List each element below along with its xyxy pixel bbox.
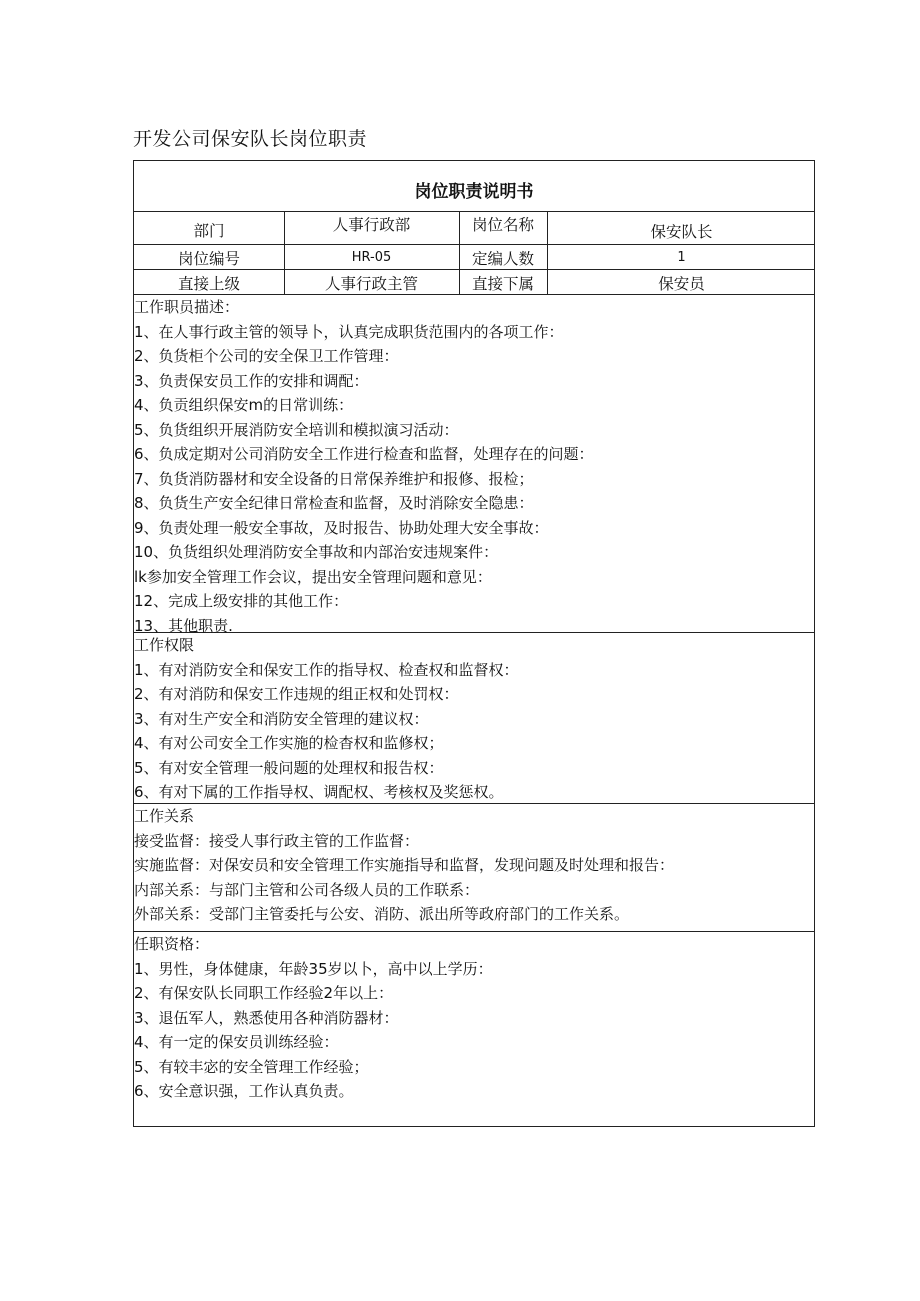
row-divider — [134, 244, 814, 245]
label-headcount: 定编人数 — [471, 250, 534, 268]
list-item: 接受监督：接受人事行政主管的工作监督： — [134, 831, 420, 850]
list-item: 2、负货柜个公司的安全保卫工作管理： — [134, 347, 399, 365]
label-position-name: 岗位名称 — [471, 216, 534, 234]
list-item: 2、有对消防和保安工作违规的组正权和处罚权： — [134, 685, 459, 703]
label-direct-superior: 直接上级 — [177, 275, 240, 293]
value-department: 人事行政部 — [332, 216, 411, 234]
list-item: 3、负责保安员工作的安排和调配： — [134, 371, 369, 390]
list-item: 4、有对公司安全工作实施的检杳权和监修权； — [134, 734, 444, 752]
list-item: 2、有保安队长同职工作经验2年以上： — [134, 984, 394, 1002]
list-item: 8、负货生产安全纪律日常检查和监督，及时消除安全隐患： — [134, 494, 534, 512]
relations-section — [134, 804, 674, 927]
section-title: 工作职员描述： — [134, 298, 240, 316]
list-item: 13、其他职责. — [134, 616, 233, 635]
qualifications-section — [134, 932, 493, 1104]
list-item: 4、负贡组织保安m的日常训练： — [134, 396, 354, 414]
table-heading: 岗位职责说明书 — [414, 182, 534, 202]
list-item: 1、男性，身体健康，年龄35岁以卜，高中以上学历： — [134, 959, 493, 978]
section-title: 工作权限 — [134, 636, 195, 654]
list-item: 外部关系：受部门主管委托与公安、消防、派出所等政府部门的工作关系。 — [134, 905, 630, 923]
list-item: 1、在人事行政主管的领导卜，认真完成职货范围内的各项工作： — [134, 322, 564, 341]
list-item: 6、安全意识强，工作认真负责。 — [134, 1082, 354, 1100]
list-item: 5、负货组织开展消防安全培训和模拟演习活动： — [134, 420, 459, 439]
document-title: 开发公司保安队长岗位职责 — [133, 128, 368, 150]
list-item: 10、负货组织处理消防安全事故和内部治安违规案件： — [134, 543, 499, 561]
list-item: 6、负成定期对公司消防安全工作进行检查和监督，处理存在的问题： — [134, 445, 594, 463]
value-position-name: 保安队长 — [650, 223, 713, 241]
value-direct-subordinate: 保安员 — [658, 275, 705, 293]
value-position-code: HR-05 — [351, 250, 392, 265]
job-description-table — [133, 160, 815, 1127]
row-divider — [134, 211, 814, 212]
value-headcount: 1 — [677, 250, 686, 265]
section-title: 工作关系 — [134, 807, 195, 825]
label-department: 部门 — [193, 222, 225, 240]
list-item: 6、有对下属的工作指导权、调配权、考核权及奖惩权。 — [134, 783, 504, 801]
list-item: lk参加安全管理工作会议，提出安全管理问题和意见： — [134, 567, 492, 586]
authority-section — [134, 633, 519, 805]
list-item: 4、有一定的保安员训练经验： — [134, 1033, 339, 1051]
label-position-code: 岗位编号 — [177, 250, 240, 268]
list-item: 5、有对安全管理一般问题的处理权和报告权： — [134, 758, 444, 777]
list-item: 3、退伍军人，熟悉使用各种消防器材： — [134, 1008, 399, 1027]
row-divider — [134, 269, 814, 270]
list-item: 9、负责处理一般安全事故，及时报告、协助处理大安全事故： — [134, 518, 549, 537]
value-direct-superior: 人事行政主管 — [324, 275, 418, 293]
list-item: 内部关系：与部门主管和公司各级人员的工作联系： — [134, 880, 480, 899]
list-item: 12、完成上级安排的其他工作： — [134, 592, 349, 610]
list-item: 3、有对生产安全和消防安全管理的建议权： — [134, 709, 429, 728]
list-item: 5、有较丰宓的安全管理工作经验； — [134, 1057, 369, 1076]
list-item: 1、有对消防安全和保安工作的指导权、检查权和监督权： — [134, 660, 519, 679]
label-direct-subordinate: 直接下属 — [471, 275, 534, 293]
list-item: 实施监督：对保安员和安全管理工作实施指导和监督，发现问题及时处理和报告： — [134, 856, 675, 874]
duties-section — [134, 295, 594, 638]
section-title: 任职资格： — [134, 935, 210, 953]
list-item: 7、负货消防器材和安全设备的日常保养维护和报修、报检； — [134, 469, 534, 488]
